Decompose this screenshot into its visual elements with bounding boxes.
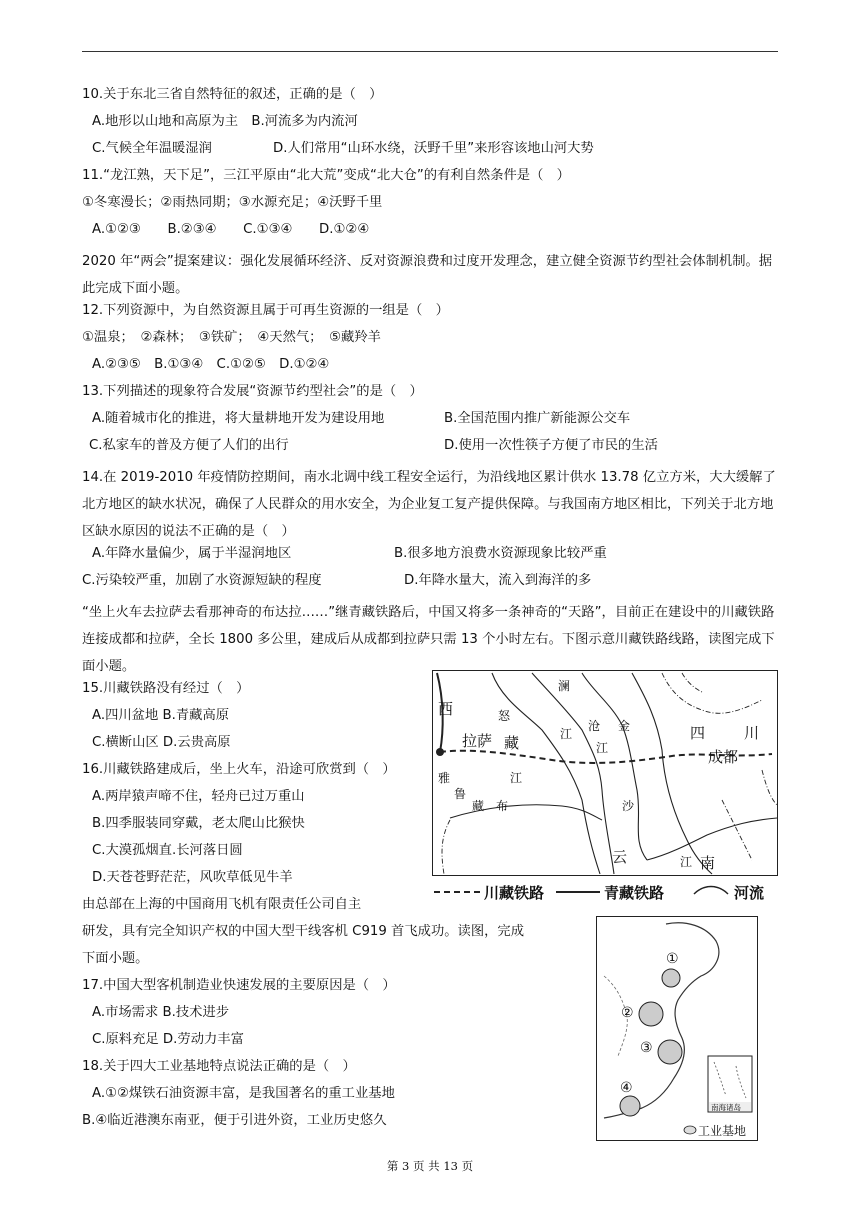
industry-base-map	[596, 916, 758, 1142]
label-cang: 沧	[588, 719, 601, 733]
q17-stem: 17.中国大型客机制造业快速发展的主要原因是（ ）	[82, 978, 396, 993]
q11-options: A.①②③ B.②③④ C.①③④ D.①②④	[92, 222, 370, 237]
q11-stem: 11.“龙江熟，天下足”，三江平原由“北大荒”变成“北大仓”的有利自然条件是（ ）	[82, 168, 570, 183]
q15-options-ab: A.四川盆地 B.青藏高原	[92, 708, 230, 723]
q16-option-b: B.四季服装同穿戴，老太爬山比猴快	[92, 816, 305, 831]
label-chengdu: 成都	[708, 748, 739, 766]
label-zang: 藏	[504, 734, 520, 752]
legend-base-icon	[684, 1126, 696, 1134]
label-xi: 西	[438, 700, 454, 718]
q14-option-b: B.很多地方浪费水资源现象比较严重	[394, 546, 607, 561]
label-ya: 雅	[438, 771, 451, 785]
base-3-circle	[658, 1040, 682, 1064]
q15-options-cd: C.横断山区 D.云贵高原	[92, 735, 231, 750]
label-nu: 怒	[498, 709, 511, 723]
q16-option-a: A.两岸猿声啼不住，轻舟已过万重山	[92, 789, 305, 804]
q13-option-d: D.使用一次性筷子方便了市民的生活	[444, 438, 658, 453]
marker-4: ④	[620, 1080, 633, 1096]
intro-c919-line1: 由总部在上海的中国商用飞机有限责任公司自主	[82, 897, 362, 912]
base-1-circle	[662, 969, 680, 987]
q14-option-a: A.年降水量偏少，属于半湿润地区	[92, 546, 292, 561]
q11-items: ①冬寒漫长；②雨热同期；③水源充足；④沃野千里	[82, 195, 383, 210]
intro-rail: “坐上火车去拉萨去看那神奇的布达拉……”继青藏铁路后，中国又将多一条神奇的“天路”，目前正在建设中的川藏铁路连接成都和拉萨，全长 1800 多公里，建成后从成都到拉萨只需 13 个小时左右。下图示意川藏铁路线路，读图完成下面小题。	[82, 605, 775, 674]
q16-option-c: C.大漠孤烟直.长河落日圆	[92, 843, 243, 858]
intro-c919-line3: 下面小题。	[82, 951, 149, 966]
marker-2: ②	[621, 1005, 634, 1021]
q18-option-b: B.④临近港澳东南亚，便于引进外资，工业历史悠久	[82, 1113, 387, 1128]
marker-3: ③	[640, 1040, 653, 1056]
q10-stem: 10.关于东北三省自然特征的叙述，正确的是（ ）	[82, 87, 383, 102]
label-jin: 金	[618, 719, 631, 733]
label-jiang2: 江	[596, 741, 609, 755]
label-jiang4: 江	[680, 855, 693, 869]
label-zang2: 藏	[472, 799, 485, 813]
q10-options-ab: A.地形以山地和高原为主 B.河流多为内流河	[92, 114, 358, 129]
q13-option-b: B.全国范围内推广新能源公交车	[444, 411, 631, 426]
label-jiang3: 江	[510, 771, 523, 785]
q14-stem: 14.在 2019-2010 年疫情防控期间，南水北调中线工程安全运行，为沿线地区累计供水 13.78 亿立方米，大大缓解了北方地区的缺水状况，确保了人民群众的用水安全，为企业复工复产提供保障。与我国南方地区相比，下列关于北方地区缺水原因的说法不正确的是（ ）	[82, 470, 776, 539]
legend-chuanzang-label: 川藏铁路	[484, 884, 545, 902]
label-nan: 南	[700, 854, 716, 872]
q12-stem: 12.下列资源中，为自然资源且属于可再生资源的一组是（ ）	[82, 303, 449, 318]
label-yun: 云	[612, 848, 628, 866]
legend-river-label: 河流	[734, 884, 765, 902]
q17-options-ab: A.市场需求 B.技术进步	[92, 1005, 230, 1020]
q15-stem: 15.川藏铁路没有经过（ ）	[82, 681, 250, 696]
inset-label: 南海诸岛	[711, 1103, 741, 1112]
q10-option-d: D.人们常用“山环水绕，沃野千里”来形容该地山河大势	[273, 141, 594, 156]
base-4-circle	[620, 1096, 640, 1116]
page-footer: 第 3 页 共 13 页	[386, 1159, 474, 1173]
intro-2020: 2020 年“两会”提案建议：强化发展循环经济、反对资源浪费和过度开发理念，建立健全资源节约型社会体制机制。据此完成下面小题。	[82, 254, 773, 296]
q17-options-cd: C.原料充足 D.劳动力丰富	[92, 1032, 244, 1047]
q16-option-d: D.天苍苍野茫茫，风吹草低见牛羊	[92, 870, 293, 885]
marker-1: ①	[666, 951, 679, 967]
q18-option-a: A.①②煤铁石油资源丰富，是我国著名的重工业基地	[92, 1086, 395, 1101]
label-sha: 沙	[622, 799, 635, 813]
label-chuan: 川	[744, 724, 760, 742]
q13-option-c: C.私家车的普及方便了人们的出行	[89, 438, 289, 453]
label-lasa: 拉萨	[462, 732, 493, 750]
q16-stem: 16.川藏铁路建成后，坐上火车，沿途可欣赏到（ ）	[82, 762, 396, 777]
legend-river-line	[694, 887, 728, 895]
label-si: 四	[690, 724, 706, 742]
lasa-dot	[436, 748, 444, 756]
header-rule	[82, 51, 778, 52]
q12-options: A.②③⑤ B.①③④ C.①②⑤ D.①②④	[92, 357, 330, 372]
q13-option-a: A.随着城市化的推进，将大量耕地开发为建设用地	[92, 411, 385, 426]
base-2-circle	[639, 1002, 663, 1026]
label-lu: 鲁	[454, 787, 467, 801]
legend-base-label: 工业基地	[698, 1124, 747, 1138]
label-bu: 布	[496, 799, 509, 813]
label-jiang1: 江	[560, 727, 573, 741]
q14-option-c: C.污染较严重，加剧了水资源短缺的程度	[82, 573, 322, 588]
intro-c919-line2: 研发，具有完全知识产权的中国大型干线客机 C919 首飞成功。读图，完成	[82, 924, 525, 939]
legend-qingzang-label: 青藏铁路	[604, 884, 665, 902]
label-lan: 澜	[558, 679, 571, 693]
rail-map-legend	[434, 884, 764, 902]
q18-stem: 18.关于四大工业基地特点说法正确的是（ ）	[82, 1059, 356, 1074]
q12-items: ①温泉； ②森林； ③铁矿； ④天然气； ⑤藏羚羊	[82, 330, 381, 345]
rail-route-map	[432, 670, 778, 905]
q10-option-c: C.气候全年温暖湿润	[92, 141, 212, 156]
q14-option-d: D.年降水量大，流入到海洋的多	[404, 573, 592, 588]
q13-stem: 13.下列描述的现象符合发展“资源节约型社会”的是（ ）	[82, 384, 423, 399]
